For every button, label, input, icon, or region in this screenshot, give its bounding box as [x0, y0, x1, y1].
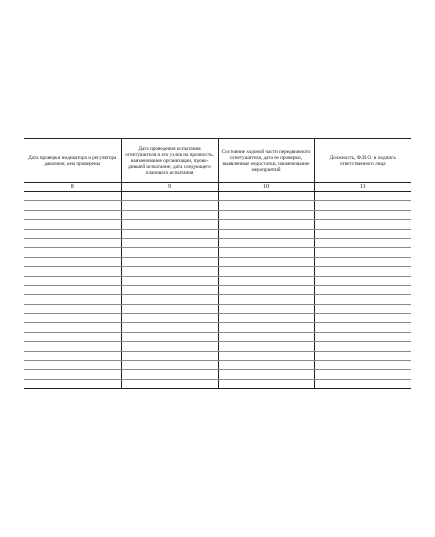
table-cell [314, 323, 411, 332]
table-cell [218, 257, 314, 266]
table-cell [314, 201, 411, 210]
table-cell [314, 229, 411, 238]
table-cell [24, 229, 121, 238]
table-cell [218, 370, 314, 379]
table-cell [121, 238, 218, 247]
table-cell [121, 379, 218, 388]
table-cell [218, 285, 314, 294]
table-cell [24, 285, 121, 294]
table-cell [121, 332, 218, 341]
column-number: 10 [218, 183, 314, 192]
table-cell [218, 332, 314, 341]
table-cell [314, 351, 411, 360]
table-cell [314, 379, 411, 388]
table-cell [218, 210, 314, 219]
table-row [24, 220, 411, 229]
table-cell [218, 267, 314, 276]
table-cell [314, 304, 411, 313]
table-cell [314, 276, 411, 285]
table-cell [218, 229, 314, 238]
table-cell [24, 361, 121, 370]
table-row [24, 267, 411, 276]
table-cell [24, 332, 121, 341]
table-cell [24, 267, 121, 276]
table-row [24, 229, 411, 238]
table-cell [121, 314, 218, 323]
table-row [24, 285, 411, 294]
table-cell [24, 351, 121, 360]
table-cell [314, 370, 411, 379]
table-row [24, 314, 411, 323]
header-row [24, 139, 411, 183]
table-cell [24, 323, 121, 332]
table-cell [218, 238, 314, 247]
table-cell [121, 342, 218, 351]
table-row [24, 342, 411, 351]
table-cell [121, 267, 218, 276]
table-row [24, 210, 411, 219]
table-cell [121, 220, 218, 229]
table-cell [24, 314, 121, 323]
table-cell [218, 351, 314, 360]
table-cell [121, 304, 218, 313]
table-cell [314, 210, 411, 219]
table-cell [218, 342, 314, 351]
table-row [24, 257, 411, 266]
column-number: 11 [314, 183, 411, 192]
table-cell [121, 210, 218, 219]
table-cell [314, 238, 411, 247]
table-cell [314, 332, 411, 341]
table-row [24, 238, 411, 247]
table-cell [218, 192, 314, 201]
table-cell [314, 342, 411, 351]
table-cell [24, 220, 121, 229]
table-cell [218, 314, 314, 323]
table-cell [24, 304, 121, 313]
table-cell [121, 192, 218, 201]
table-cell [24, 238, 121, 247]
table-cell [121, 257, 218, 266]
table-row [24, 351, 411, 360]
column-number: 9 [121, 183, 218, 192]
table-row [24, 379, 411, 388]
table-cell [314, 248, 411, 257]
table-row [24, 370, 411, 379]
table-cell [24, 379, 121, 388]
table-row [24, 276, 411, 285]
table-row [24, 323, 411, 332]
table-cell [121, 276, 218, 285]
table-cell [314, 192, 411, 201]
table-cell [121, 285, 218, 294]
inspection-log-table [24, 138, 411, 389]
table-cell [314, 361, 411, 370]
column-header-responsible-person: Должность, Ф.И.О. и подпись ответственного лица [314, 139, 411, 183]
table-cell [218, 304, 314, 313]
table-cell [314, 295, 411, 304]
table-cell [24, 210, 121, 219]
table-cell [24, 248, 121, 257]
table-cell [121, 201, 218, 210]
table-cell [121, 323, 218, 332]
table-cell [218, 248, 314, 257]
table-cell [24, 201, 121, 210]
table-row [24, 192, 411, 201]
table-cell [218, 201, 314, 210]
table-row [24, 304, 411, 313]
table-cell [218, 323, 314, 332]
table-cell [24, 295, 121, 304]
table-cell [314, 285, 411, 294]
table-row [24, 295, 411, 304]
column-header-indicator-check: Дата проверки индикатора и регулятора давления, кем проверены [24, 139, 121, 183]
table-cell [121, 248, 218, 257]
column-number: 8 [24, 183, 121, 192]
table-cell [24, 370, 121, 379]
column-header-chassis-state: Состояние ходовой части передвижного огнетушителя, дата ее проверки, выявленные недостатки, наименование мероприятий [218, 139, 314, 183]
table-cell [121, 351, 218, 360]
table-row [24, 332, 411, 341]
table-cell [24, 192, 121, 201]
table-body [24, 192, 411, 389]
table-cell [121, 295, 218, 304]
table-row [24, 361, 411, 370]
table-cell [24, 342, 121, 351]
table-cell [121, 361, 218, 370]
table-cell [218, 295, 314, 304]
table-cell [121, 370, 218, 379]
table-cell [121, 229, 218, 238]
table-cell [218, 276, 314, 285]
table-cell [218, 361, 314, 370]
table-cell [24, 276, 121, 285]
table-cell [314, 220, 411, 229]
table-cell [218, 220, 314, 229]
table-cell [314, 267, 411, 276]
column-number-row [24, 183, 411, 192]
table-cell [24, 257, 121, 266]
table-row [24, 248, 411, 257]
table-cell [314, 257, 411, 266]
table-row [24, 201, 411, 210]
table-cell [218, 379, 314, 388]
table-cell [314, 314, 411, 323]
column-header-strength-test: Дата проведения испытания огнетушителя и его узлов на прочность, наименование организации, прово-дившей испытание; дата следующего планового испытания [121, 139, 218, 183]
